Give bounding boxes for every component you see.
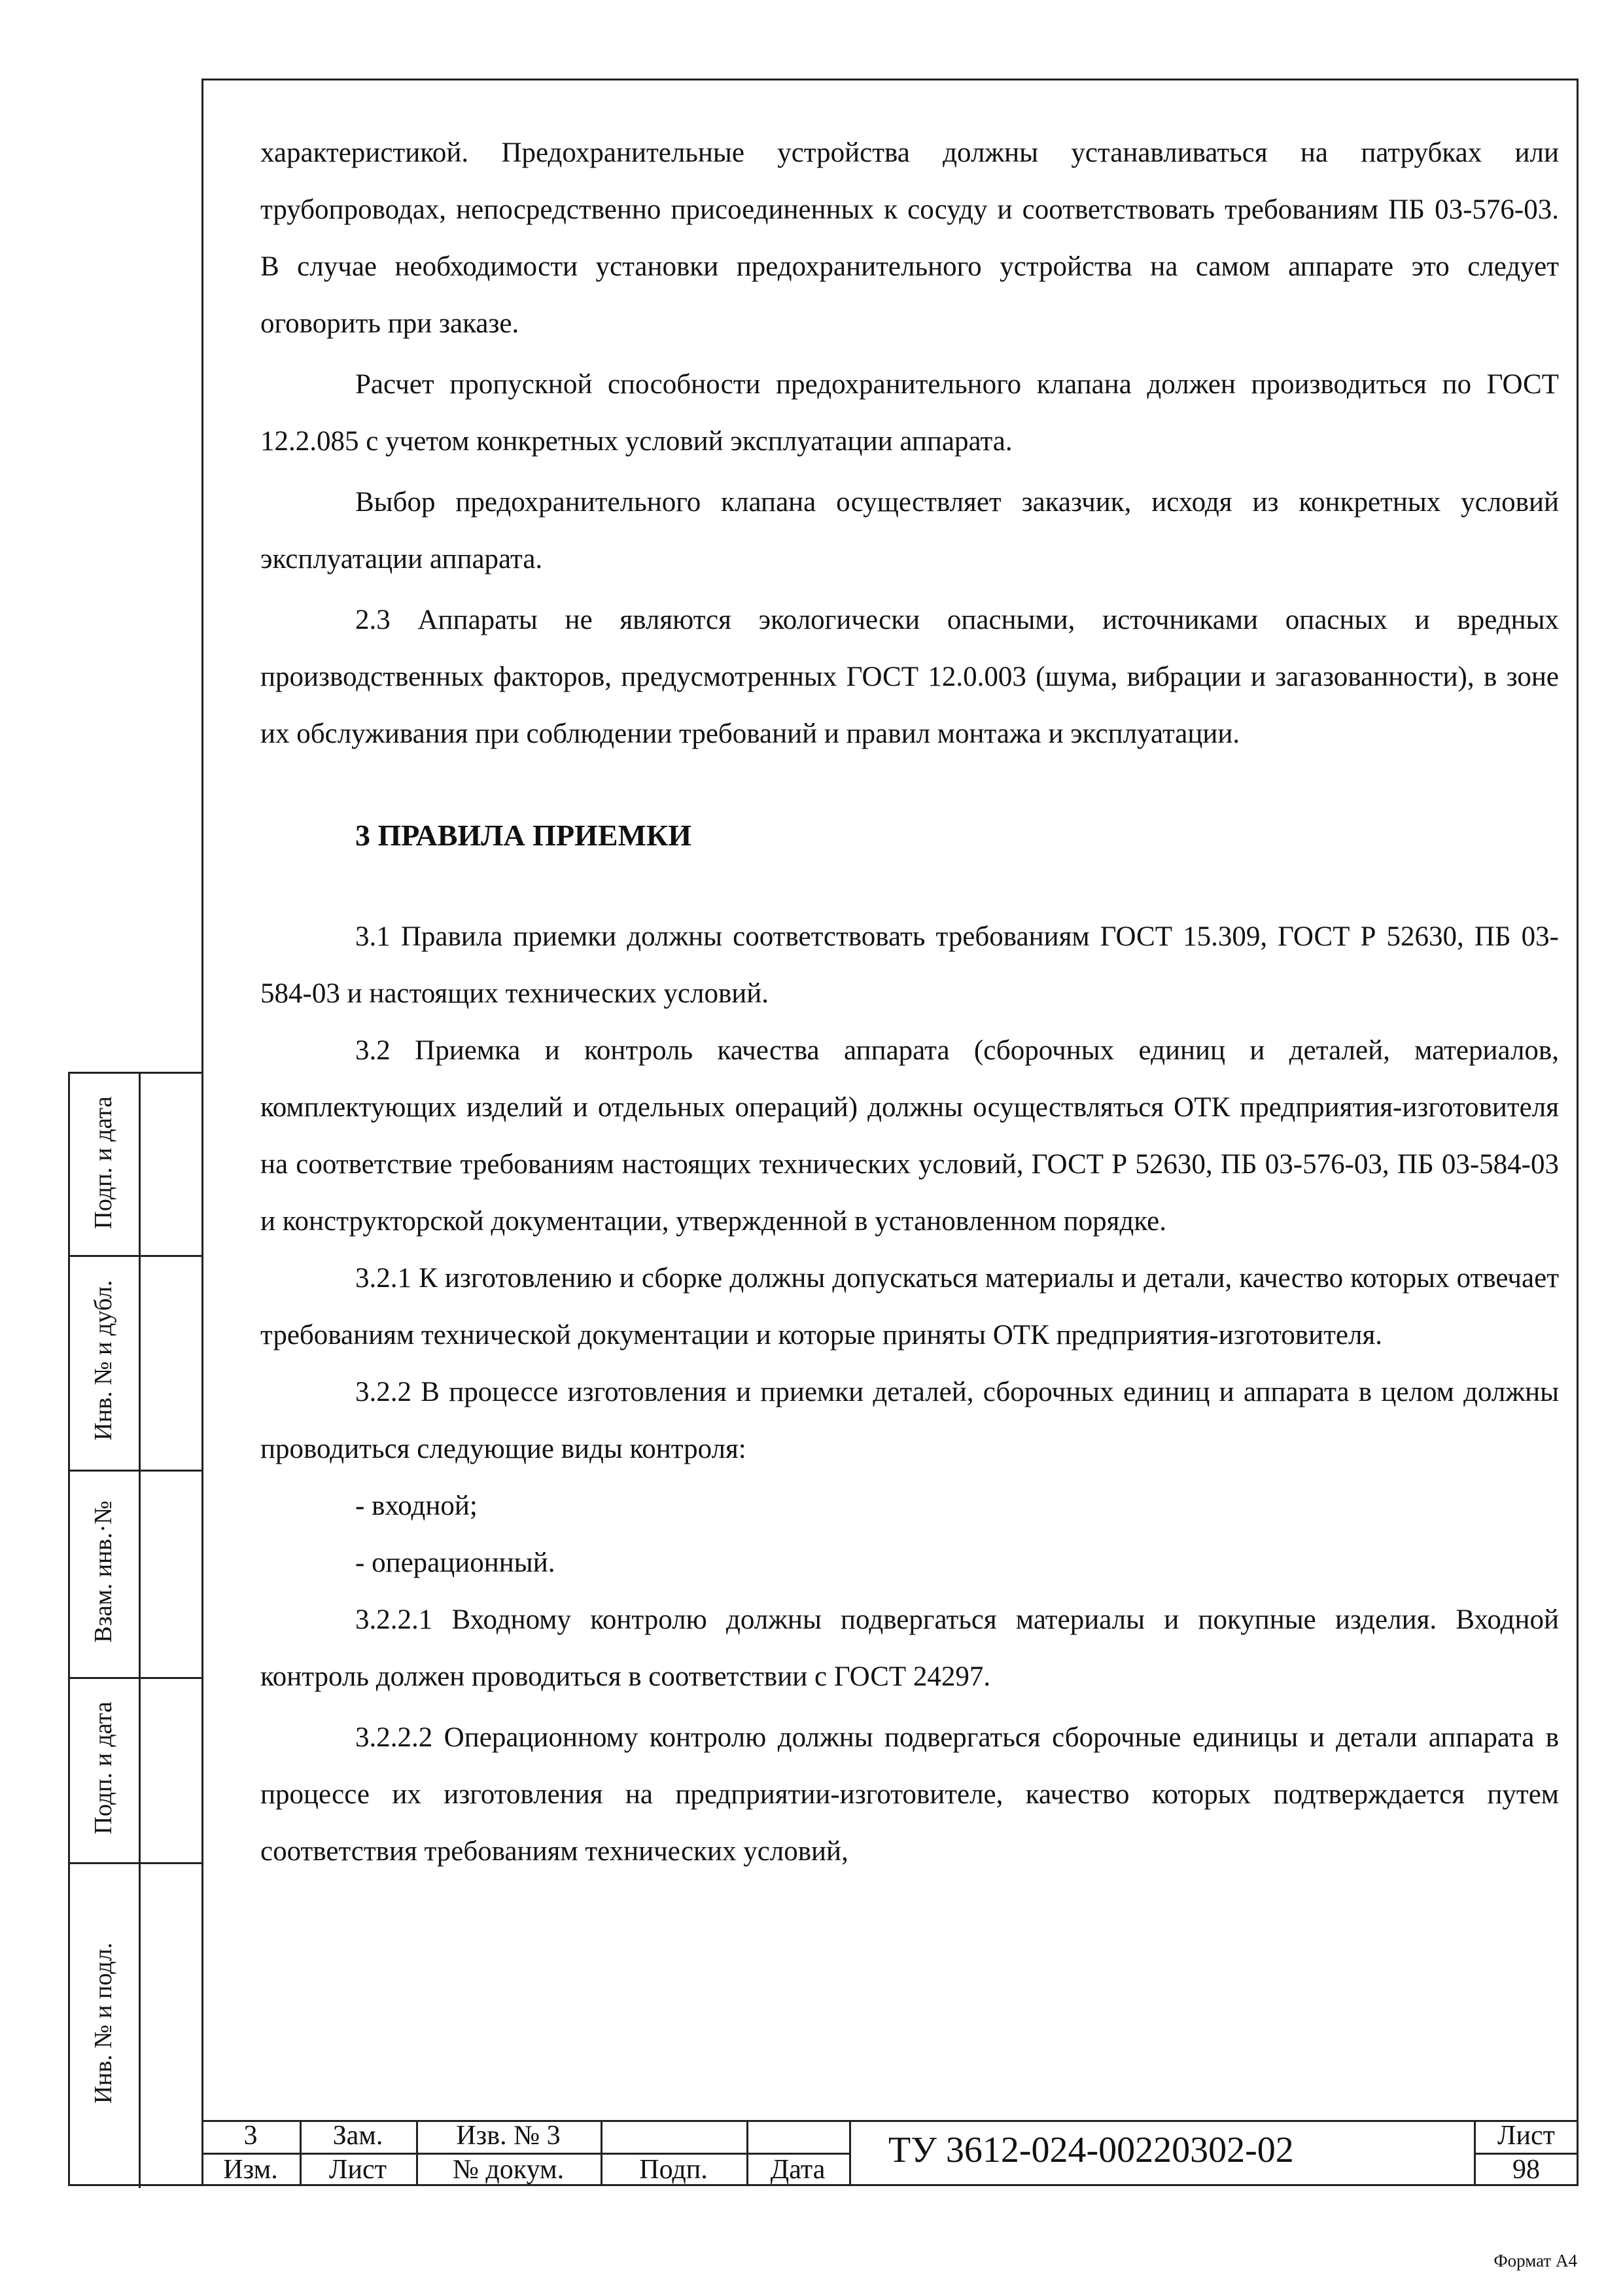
paragraph-2-3: 2.3 Аппараты не являются экологически опасными, источниками опасных и вредных производственных факторов, предусмотренных ГОСТ 12.0.003 (шума, вибрации и загазованности), в зоне их обслуживания при соблюдении требований и правил монтажа и эксплуатации. [260, 605, 1559, 749]
stamp-label-sign-date-2: Подп. и дата [90, 1701, 117, 1835]
stamp-label-replace-inv: Взам. инв.·№ [90, 1500, 117, 1643]
document-body [260, 124, 1559, 1880]
stamp-label-dup-inv: Инв. № и дубл. [90, 1280, 117, 1441]
header-document: № докум. [452, 2155, 565, 2185]
header-change: Изм. [223, 2155, 278, 2185]
title-block [201, 2120, 1579, 2186]
paragraph-valve-capacity: Расчет пропускной способности предохранительного клапана должен производиться по ГОСТ 12.2.085 с учетом конкретных условий эксплуатации аппарата. [260, 369, 1559, 457]
notice-number: Изв. № 3 [456, 2121, 561, 2151]
paragraph-3-1: 3.1 Правила приемки должны соответствовать требованиям ГОСТ 15.309, ГОСТ Р 52630, ПБ 03-584-03 и настоящих технических условий. [260, 921, 1559, 1009]
header-signature: Подп. [639, 2155, 708, 2185]
stamp-label-orig-inv: Инв. № и подл. [90, 1942, 117, 2104]
change-number: 3 [243, 2121, 258, 2151]
format-label: Формат А4 [1493, 2251, 1577, 2270]
header-sheet: Лист [329, 2155, 387, 2185]
list-item-operational-control: - операционный. [355, 1547, 555, 1578]
list-item-input-control: - входной; [355, 1491, 478, 1521]
paragraph-3-2-2-1: 3.2.2.1 Входному контролю должны подвергаться материалы и покупные изделия. Входной контроль должен проводиться в соответствии с ГОСТ 24297. [260, 1604, 1559, 1692]
paragraph-safety-devices: характеристикой. Предохранительные устройства должны устанавливаться на патрубках или трубопроводах, непосредственно присоединенных к сосуду и соответствовать требованиям ПБ 03-576-03. В случае необходимости установки предохранительного устройства на самом аппарате это следует оговорить при заказе. [260, 137, 1559, 339]
stamp-label-sign-date-1: Подп. и дата [90, 1095, 117, 1229]
sheet-number: 98 [1512, 2155, 1540, 2185]
paragraph-3-2-2: 3.2.2 В процессе изготовления и приемки деталей, сборочных единиц и аппарата в целом должны проводиться следующие виды контроля: [260, 1377, 1559, 1464]
header-date: Дата [770, 2155, 826, 2185]
paragraph-3-2-2-2: 3.2.2.2 Операционному контролю должны подвергаться сборочные единицы и детали аппарата в процессе их изготовления на предприятии-изготовителе, качество которых подтверждается путем соответствия требованиям технических условий, [260, 1722, 1559, 1867]
change-type: Зам. [332, 2121, 383, 2151]
document-code: ТУ 3612-024-00220302-02 [888, 2130, 1294, 2170]
sheet-label: Лист [1497, 2121, 1555, 2151]
paragraph-3-2-1: 3.2.1 К изготовлению и сборке должны допускаться материалы и детали, качество которых отвечает требованиям технической документации и которые приняты ОТК предприятия-изготовителя. [260, 1263, 1559, 1351]
paragraph-valve-choice: Выбор предохранительного клапана осуществляет заказчик, исходя из конкретных условий эксплуатации аппарата. [260, 487, 1559, 574]
section-heading: 3 ПРАВИЛА ПРИЕМКИ [355, 819, 692, 852]
paragraph-3-2: 3.2 Приемка и контроль качества аппарата (сборочных единиц и деталей, материалов, комплектующих изделий и отдельных операций) должны осуществляться ОТК предприятия-изготовителя на соответствие требованиям настоящих технических условий, ГОСТ Р 52630, ПБ 03-576-03, ПБ 03-584-03 и конструкторской документации, утвержденной в установленном порядке. [260, 1035, 1559, 1237]
